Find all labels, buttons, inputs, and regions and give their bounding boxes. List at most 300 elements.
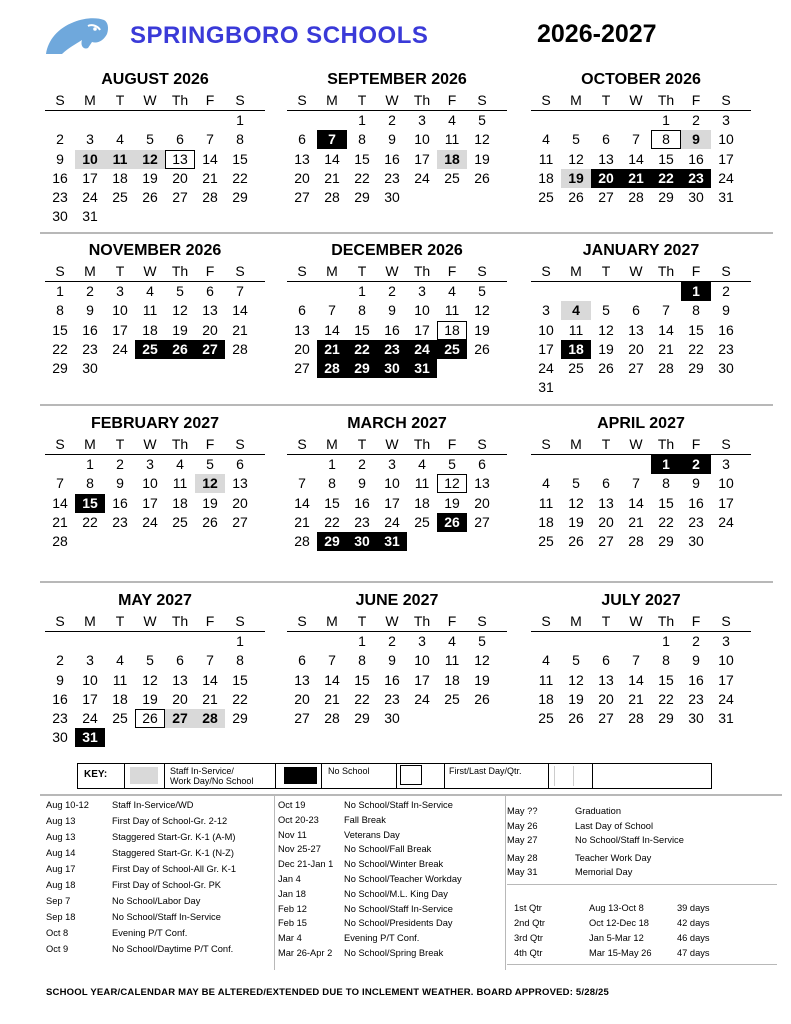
day-cell: 3 (542, 302, 550, 319)
weekday-label: S (477, 436, 487, 452)
weekday-label: T (115, 92, 125, 108)
day-cell: 13 (598, 494, 614, 511)
event-description: Teacher Work Day (575, 853, 652, 863)
weekday-label: S (55, 613, 65, 629)
day-cell: 27 (195, 340, 225, 359)
empty-cell (135, 359, 165, 378)
quarter-days: 42 days (677, 918, 710, 928)
day-cell: 29 (658, 710, 674, 727)
event-description: Memorial Day (575, 867, 633, 877)
week-row (531, 130, 751, 149)
event-date: Aug 13 (46, 832, 76, 842)
day-cell: 28 (628, 710, 644, 727)
month-calendar (531, 241, 751, 398)
day-cell: 31 (75, 728, 105, 747)
day-cell: 24 (82, 710, 98, 727)
day-cell: 22 (354, 690, 370, 707)
event-description: No School/Staff In-Service (344, 800, 453, 810)
event-date: Oct 8 (46, 928, 69, 938)
day-cell: 5 (572, 475, 580, 492)
day-cell: 26 (474, 690, 490, 707)
quarter-range: Mar 15-May 26 (589, 948, 652, 958)
day-cell: 11 (444, 131, 460, 148)
day-cell: 16 (688, 494, 704, 511)
day-cell: 10 (142, 475, 158, 492)
day-cell: 25 (135, 340, 165, 359)
empty-cell (105, 359, 135, 378)
week-row (287, 532, 507, 551)
weekday-label: T (115, 436, 125, 452)
day-cell: 2 (388, 112, 396, 128)
key-gray-label-2: Work Day/No School (170, 776, 254, 786)
weekday-label: M (326, 92, 338, 108)
day-cell: 15 (75, 494, 105, 513)
event-description: Graduation (575, 806, 621, 816)
empty-cell (195, 632, 225, 651)
day-cell: 3 (86, 131, 94, 148)
day-cell: 16 (384, 671, 400, 688)
day-cell: 22 (52, 340, 68, 357)
month-calendar (287, 70, 507, 207)
day-cell: 24 (384, 513, 400, 530)
weekday-label: M (84, 92, 96, 108)
day-cell: 22 (347, 340, 377, 359)
event-description: No School/Daytime P/T Conf. (112, 944, 234, 954)
day-cell: 27 (294, 710, 310, 727)
empty-cell (591, 378, 621, 397)
day-cell: 9 (56, 671, 64, 688)
month-title: MARCH 2027 (347, 415, 447, 432)
weekday-label: M (570, 613, 582, 629)
day-cell: 4 (542, 652, 550, 669)
day-cell: 21 (324, 169, 340, 186)
weekday-header (531, 434, 751, 455)
day-cell: 19 (142, 169, 158, 186)
day-cell: 8 (358, 302, 366, 319)
day-cell: 17 (82, 169, 98, 186)
day-cell: 5 (206, 456, 214, 472)
weekday-label: M (570, 263, 582, 279)
day-cell: 21 (658, 340, 674, 357)
weekday-label: Th (657, 613, 675, 629)
empty-cell (681, 378, 711, 397)
weekday-label: F (447, 613, 457, 629)
week-row (45, 474, 265, 493)
day-cell: 19 (598, 340, 614, 357)
day-cell: 10 (75, 150, 105, 169)
day-cell: 2 (56, 652, 64, 669)
day-cell: 18 (538, 690, 554, 707)
day-cell: 11 (414, 475, 430, 492)
day-cell: 16 (688, 150, 704, 167)
day-cell: 25 (444, 690, 460, 707)
day-cell: 9 (56, 150, 64, 167)
day-cell: 27 (598, 189, 614, 206)
day-cell: 9 (116, 475, 124, 492)
row-divider (40, 404, 773, 406)
day-cell: 29 (354, 189, 370, 206)
event-date: Nov 25-27 (278, 844, 321, 855)
day-cell: 18 (414, 494, 430, 511)
week-row (531, 169, 751, 188)
empty-cell (287, 111, 317, 130)
day-cell: 27 (294, 189, 310, 206)
day-cell: 14 (324, 150, 340, 167)
day-cell: 5 (478, 633, 486, 649)
day-cell: 18 (538, 169, 554, 186)
day-cell: 22 (651, 169, 681, 188)
month-calendar (45, 591, 265, 748)
day-cell: 16 (718, 321, 734, 338)
weekday-label: M (570, 92, 582, 108)
day-cell: 21 (317, 340, 347, 359)
day-cell: 14 (628, 494, 644, 511)
week-row (45, 651, 265, 670)
empty-cell (591, 632, 621, 651)
week-row (287, 671, 507, 690)
month-calendar (287, 591, 507, 728)
empty-cell (195, 532, 225, 551)
week-row (531, 709, 751, 728)
month-title: MAY 2027 (118, 592, 192, 609)
day-cell: 11 (568, 321, 584, 338)
day-cell: 5 (602, 302, 610, 319)
weekday-label: S (721, 263, 731, 279)
weekday-label: F (447, 92, 457, 108)
week-row (531, 532, 751, 551)
weekday-label: Th (171, 92, 189, 108)
weekday-label: Th (171, 263, 189, 279)
weekday-label: F (691, 263, 701, 279)
week-row (45, 150, 265, 169)
empty-cell (621, 111, 651, 130)
empty-cell (317, 282, 347, 301)
empty-cell (561, 632, 591, 651)
week-row (45, 632, 265, 651)
event-date: Dec 21-Jan 1 (278, 859, 334, 870)
empty-cell (407, 532, 437, 551)
event-description: First Day of School-Gr. 2-12 (112, 816, 228, 826)
week-row (287, 111, 507, 130)
weekday-label: S (721, 92, 731, 108)
day-cell: 23 (384, 169, 400, 186)
day-cell: 11 (105, 150, 135, 169)
day-cell: 4 (418, 456, 426, 472)
week-row (531, 651, 751, 670)
day-cell: 10 (82, 671, 98, 688)
weekday-label: S (541, 92, 551, 108)
empty-cell (531, 455, 561, 474)
day-cell: 17 (112, 321, 128, 338)
day-cell: 22 (324, 513, 340, 530)
weekday-label: F (691, 92, 701, 108)
day-cell: 15 (688, 321, 704, 338)
day-cell: 15 (658, 150, 674, 167)
event-date: Sep 7 (46, 896, 71, 906)
day-cell: 12 (568, 671, 584, 688)
event-date: Jan 4 (278, 874, 301, 884)
day-cell: 19 (444, 494, 460, 511)
week-row (45, 671, 265, 690)
empty-cell (45, 632, 75, 651)
day-cell: 1 (358, 633, 366, 649)
day-cell: 30 (688, 710, 704, 727)
month-calendar (287, 241, 507, 378)
weekday-label: W (629, 613, 643, 629)
day-cell: 9 (388, 131, 396, 148)
empty-cell (467, 359, 497, 378)
day-cell: 11 (538, 150, 554, 167)
event-description: Staff In-Service/WD (112, 800, 194, 810)
day-cell: 4 (448, 283, 456, 299)
empty-cell (437, 709, 467, 728)
weekday-label: Th (413, 436, 431, 452)
day-cell: 6 (632, 302, 640, 319)
week-row (531, 671, 751, 690)
weekday-label: S (541, 436, 551, 452)
event-description: No School/Winter Break (344, 859, 444, 870)
day-cell: 13 (294, 150, 310, 167)
events-column-2 (278, 796, 506, 972)
empty-cell (225, 532, 255, 551)
weekday-label: T (357, 436, 367, 452)
day-cell: 19 (474, 321, 490, 338)
day-cell: 18 (437, 321, 467, 340)
empty-cell (621, 455, 651, 474)
weekday-label: S (721, 436, 731, 452)
weekday-label: F (691, 613, 701, 629)
key-gray-label-1: Staff In-Service/ (170, 766, 234, 776)
day-cell: 7 (56, 475, 64, 492)
day-cell: 22 (354, 169, 370, 186)
week-row (287, 301, 507, 320)
day-cell: 7 (662, 302, 670, 319)
day-cell: 23 (384, 690, 400, 707)
empty-cell (225, 359, 255, 378)
weekday-header (287, 611, 507, 632)
empty-cell (135, 632, 165, 651)
school-year: 2026-2027 (537, 20, 657, 48)
quarter-name: 3rd Qtr (514, 933, 543, 943)
day-cell: 1 (236, 633, 244, 649)
weekday-label: S (541, 263, 551, 279)
empty-cell (45, 455, 75, 474)
day-cell: 27 (474, 513, 490, 530)
day-cell: 17 (414, 150, 430, 167)
day-cell: 26 (598, 360, 614, 377)
empty-cell (651, 282, 681, 301)
day-cell: 28 (52, 533, 68, 550)
week-row (45, 188, 265, 207)
weekday-label: S (235, 263, 245, 279)
day-cell: 31 (377, 532, 407, 551)
weekday-label: T (357, 613, 367, 629)
day-cell: 4 (542, 131, 550, 148)
day-cell: 11 (538, 494, 554, 511)
event-description: First Day of School-Gr. PK (112, 880, 222, 890)
weekday-label: Th (413, 263, 431, 279)
day-cell: 21 (202, 690, 218, 707)
week-row (45, 169, 265, 188)
empty-cell (195, 207, 225, 226)
empty-cell (621, 282, 651, 301)
day-cell: 4 (176, 456, 184, 472)
weekday-label: Th (657, 436, 675, 452)
month-calendar (531, 70, 751, 207)
event-date: Feb 15 (278, 918, 307, 929)
day-cell: 13 (202, 302, 218, 319)
empty-cell (75, 532, 105, 551)
day-cell: 23 (377, 340, 407, 359)
week-row (287, 690, 507, 709)
day-cell: 20 (591, 169, 621, 188)
day-cell: 30 (52, 729, 68, 746)
weekday-label: T (357, 92, 367, 108)
day-cell: 26 (202, 513, 218, 530)
day-cell: 22 (658, 513, 674, 530)
day-cell: 3 (388, 456, 396, 472)
row-divider (40, 232, 773, 234)
day-cell: 14 (658, 321, 674, 338)
day-cell: 14 (294, 494, 310, 511)
day-cell: 15 (52, 321, 68, 338)
day-cell: 1 (651, 455, 681, 474)
day-cell: 26 (165, 340, 195, 359)
day-cell: 18 (172, 494, 188, 511)
event-date: Aug 14 (46, 848, 76, 858)
day-cell: 7 (632, 652, 640, 669)
day-cell: 28 (195, 709, 225, 728)
weekday-label: S (55, 92, 65, 108)
week-row (45, 455, 265, 474)
week-row (287, 455, 507, 474)
day-cell: 23 (112, 513, 128, 530)
day-cell: 12 (437, 474, 467, 493)
day-cell: 2 (692, 112, 700, 128)
day-cell: 7 (206, 131, 214, 148)
day-cell: 8 (236, 652, 244, 669)
weekday-label: W (143, 436, 157, 452)
day-cell: 19 (561, 169, 591, 188)
empty-cell (591, 282, 621, 301)
day-cell: 30 (384, 189, 400, 206)
day-cell: 30 (384, 710, 400, 727)
weekday-label: S (235, 92, 245, 108)
day-cell: 4 (542, 475, 550, 492)
empty-cell (407, 188, 437, 207)
empty-cell (225, 207, 255, 226)
day-cell: 11 (112, 671, 128, 688)
empty-cell (287, 282, 317, 301)
week-row (531, 494, 751, 513)
month-title: APRIL 2027 (597, 415, 685, 432)
event-date: Aug 10-12 (46, 800, 89, 810)
weekday-label: T (115, 263, 125, 279)
event-date: Mar 4 (278, 933, 302, 944)
weekday-label: M (326, 613, 338, 629)
week-row (531, 111, 751, 130)
day-cell: 9 (388, 652, 396, 669)
day-cell: 24 (112, 340, 128, 357)
day-cell: 6 (602, 131, 610, 148)
weekday-label: F (205, 613, 215, 629)
day-cell: 10 (384, 475, 400, 492)
day-cell: 5 (146, 131, 154, 148)
week-row (45, 690, 265, 709)
day-cell: 30 (52, 208, 68, 225)
day-cell: 1 (662, 112, 670, 128)
day-cell: 3 (146, 456, 154, 472)
day-cell: 19 (568, 690, 584, 707)
week-row (287, 359, 507, 378)
day-cell: 2 (56, 131, 64, 148)
day-cell: 19 (474, 150, 490, 167)
day-cell: 19 (202, 494, 218, 511)
key-black-label: No School (328, 766, 370, 776)
day-cell: 7 (236, 283, 244, 299)
day-cell: 25 (414, 513, 430, 530)
empty-cell (105, 728, 135, 747)
day-cell: 30 (718, 360, 734, 377)
day-cell: 20 (474, 494, 490, 511)
day-cell: 20 (294, 340, 310, 357)
day-cell: 15 (354, 321, 370, 338)
day-cell: 6 (602, 475, 610, 492)
day-cell: 7 (328, 302, 336, 319)
day-cell: 18 (561, 340, 591, 359)
events-section (40, 794, 782, 972)
day-cell: 29 (658, 189, 674, 206)
day-cell: 1 (358, 283, 366, 299)
day-cell: 2 (388, 283, 396, 299)
weekday-label: S (297, 436, 307, 452)
weekday-label: W (385, 436, 399, 452)
day-cell: 22 (658, 690, 674, 707)
day-cell: 3 (418, 633, 426, 649)
day-cell: 8 (86, 475, 94, 492)
week-row (531, 359, 751, 378)
event-description: No School/Staff In-Service (112, 912, 221, 922)
empty-cell (45, 111, 75, 130)
day-cell: 29 (658, 533, 674, 550)
month-title: FEBRUARY 2027 (90, 415, 220, 432)
day-cell: 24 (414, 690, 430, 707)
empty-cell (317, 111, 347, 130)
empty-cell (287, 455, 317, 474)
event-date: Sep 18 (46, 912, 76, 922)
day-cell: 31 (82, 208, 98, 225)
week-row (287, 632, 507, 651)
empty-cell (437, 359, 467, 378)
day-cell: 23 (688, 690, 704, 707)
quarter-range: Aug 13-Oct 8 (589, 903, 644, 913)
day-cell: 5 (478, 112, 486, 128)
legend-key (77, 763, 712, 789)
day-cell: 18 (437, 150, 467, 169)
day-cell: 3 (116, 283, 124, 299)
day-cell: 29 (232, 189, 248, 206)
event-description: No School/Staff In-Service (575, 835, 684, 845)
day-cell: 24 (718, 513, 734, 530)
day-cell: 15 (232, 671, 248, 688)
day-cell: 16 (52, 690, 68, 707)
weekday-label: S (235, 436, 245, 452)
weekday-label: S (477, 613, 487, 629)
day-cell: 4 (116, 131, 124, 148)
panther-logo-icon (44, 14, 110, 58)
week-row (287, 321, 507, 340)
day-cell: 16 (354, 494, 370, 511)
